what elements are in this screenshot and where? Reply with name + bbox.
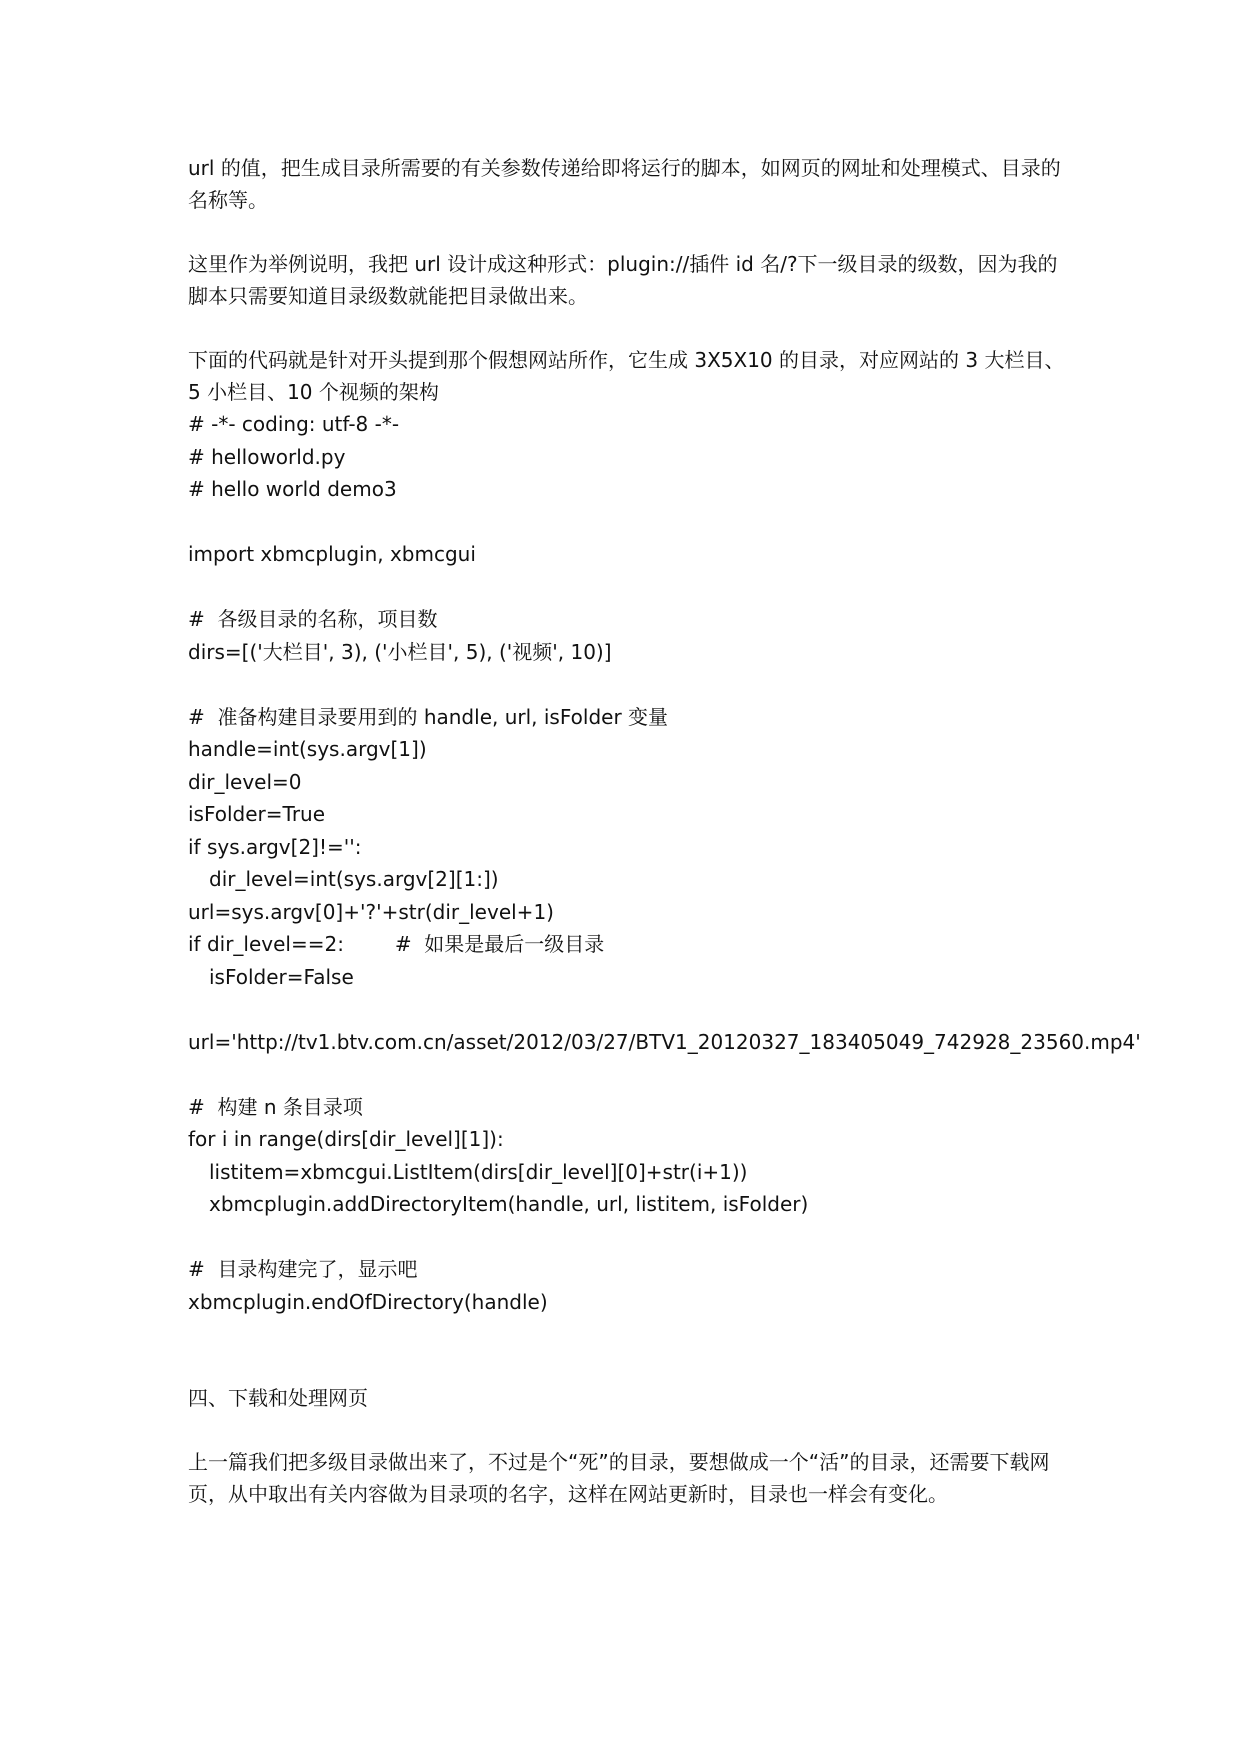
code-line: for i in range(dirs[dir_level][1]):	[188, 1127, 504, 1151]
paragraph-url-params: url 的值，把生成目录所需要的有关参数传递给即将运行的脚本，如网页的网址和处理模式、目录的名称等。	[188, 156, 1061, 212]
code-blank-line	[188, 1058, 1068, 1091]
code-comment: # 各级目录的名称，项目数	[188, 607, 438, 631]
paragraph-url-format: 这里作为举例说明，我把 url 设计成这种形式：plugin://插件 id 名/?下一级目录的级数，因为我的脚本只需要知道目录级数就能把目录做出来。	[188, 252, 1058, 308]
spacer	[188, 1414, 1068, 1446]
code-line: # -*- coding: utf-8 -*-	[188, 412, 400, 436]
code-line: isFolder=True	[188, 802, 326, 826]
code-line: if dir_level==2: # 如果是最后一级目录	[188, 932, 605, 956]
code-line: xbmcplugin.addDirectoryItem(handle, url, listitem, isFolder)	[209, 1192, 809, 1216]
code-line: dirs=[('大栏目', 3), ('小栏目', 5), ('视频', 10)]	[188, 639, 612, 664]
code-line: xbmcplugin.endOfDirectory(handle)	[188, 1289, 548, 1314]
code-blank-line	[188, 1221, 1068, 1254]
spacer	[188, 312, 1068, 344]
code-comment: # 目录构建完了，显示吧	[188, 1257, 418, 1281]
code-block	[188, 408, 1141, 1318]
code-blank-line	[188, 571, 1068, 604]
code-blank-line	[188, 506, 1068, 539]
section-heading: 四、下载和处理网页	[188, 1386, 368, 1410]
document-body	[188, 152, 1141, 1510]
code-blank-line	[188, 668, 1068, 701]
code-blank-line	[188, 993, 1068, 1026]
code-line: url=sys.argv[0]+'?'+str(dir_level+1)	[188, 899, 554, 924]
code-line: isFolder=False	[209, 964, 354, 989]
code-line: if sys.argv[2]!='':	[188, 834, 362, 859]
spacer	[188, 1318, 1068, 1382]
code-line: listitem=xbmcgui.ListItem(dirs[dir_level][0]+str(i+1))	[209, 1159, 748, 1184]
paragraph-download-pages: 上一篇我们把多级目录做出来了，不过是个“死”的目录，要想做成一个“活”的目录，还需要下载网页，从中取出有关内容做为目录项的名字，这样在网站更新时，目录也一样会有变化。	[188, 1450, 1050, 1506]
paragraph-code-intro: 下面的代码就是针对开头提到那个假想网站所作，它生成 3X5X10 的目录，对应网站的 3 大栏目、5 小栏目、10 个视频的架构	[188, 348, 1065, 404]
code-line: url='http://tv1.btv.com.cn/asset/2012/03/27/BTV1_20120327_183405049_742928_23560.mp4'	[188, 1029, 1141, 1054]
code-line: handle=int(sys.argv[1])	[188, 737, 427, 761]
code-line: dir_level=0	[188, 769, 302, 794]
code-line: import xbmcplugin, xbmcgui	[188, 542, 476, 566]
code-line: # helloworld.py	[188, 444, 346, 469]
code-comment: # 构建 n 条目录项	[188, 1094, 363, 1119]
code-line: # hello world demo3	[188, 477, 397, 501]
code-line: dir_level=int(sys.argv[2][1:])	[209, 867, 499, 891]
code-comment: # 准备构建目录要用到的 handle, url, isFolder 变量	[188, 704, 669, 729]
spacer	[188, 216, 1068, 248]
